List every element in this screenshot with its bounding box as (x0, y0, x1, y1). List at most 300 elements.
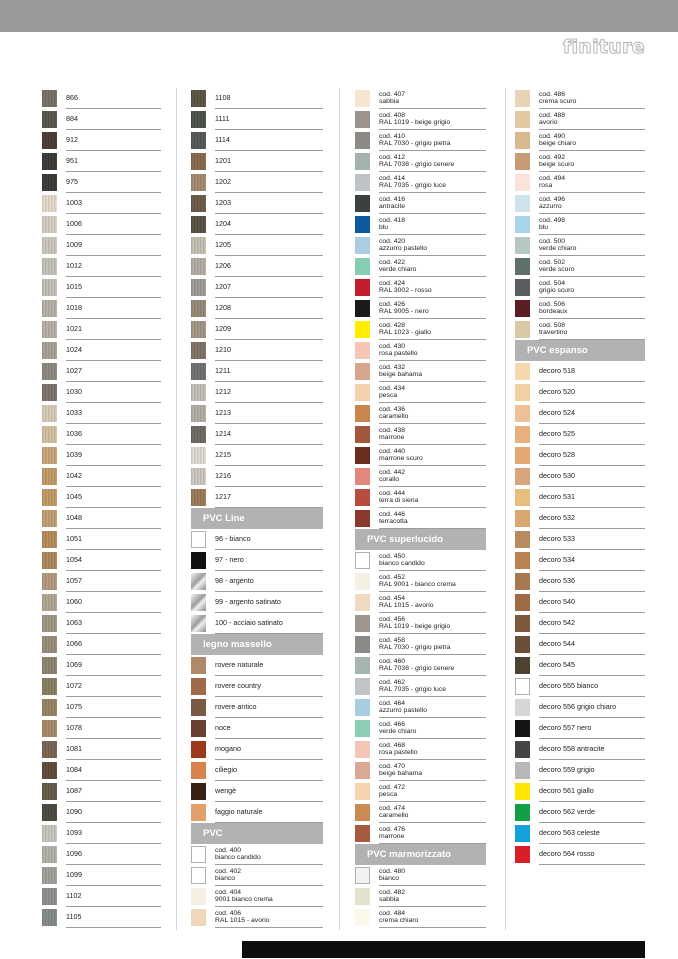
color-swatch (191, 909, 206, 926)
finish-code: decoro 532 (539, 513, 575, 523)
finish-label (66, 508, 161, 529)
color-swatch (515, 111, 530, 128)
color-swatch (515, 321, 530, 338)
finish-item (42, 781, 161, 802)
color-swatch (42, 426, 57, 443)
finish-code: cod. 406 (215, 909, 242, 917)
finish-item (355, 739, 486, 760)
finish-name: rosa (539, 182, 553, 189)
finish-name: RAL 1015 - avorio (215, 917, 270, 924)
finish-code: decoro 530 (539, 471, 575, 481)
finish-item (191, 466, 323, 487)
finish-label (539, 760, 645, 781)
color-swatch (42, 741, 57, 758)
finish-name: RAL 3002 - rosso (379, 287, 432, 294)
finish-item (355, 550, 486, 571)
finish-code: 1024 (66, 345, 82, 355)
finish-code: decoro 540 (539, 597, 575, 607)
color-swatch (355, 678, 370, 695)
color-swatch (355, 468, 370, 485)
finish-code: 1213 (215, 408, 231, 418)
color-swatch (42, 678, 57, 695)
finish-code: 975 (66, 177, 78, 187)
color-swatch (515, 468, 530, 485)
finish-name: beige bahama (379, 770, 423, 777)
finish-item (355, 760, 486, 781)
finish-code: 1027 (66, 366, 82, 376)
finish-item (355, 235, 486, 256)
finish-code: faggio naturale (215, 807, 263, 817)
color-swatch (355, 804, 370, 821)
finish-code: rovere country (215, 681, 261, 691)
finish-label (379, 172, 486, 193)
finish-code: 1206 (215, 261, 231, 271)
finish-code: 1216 (215, 471, 231, 481)
finish-label (379, 340, 486, 361)
finish-label (539, 592, 645, 613)
color-swatch (515, 573, 530, 590)
finish-code: cod. 462 (379, 678, 406, 686)
finish-name: RAL 9001 - bianco crema (379, 581, 456, 588)
finish-label (539, 655, 645, 676)
finish-item (355, 676, 486, 697)
finish-item (42, 298, 161, 319)
finish-item (515, 382, 645, 403)
color-swatch (42, 888, 57, 905)
finish-label (66, 592, 161, 613)
section-header: legno massello (191, 634, 323, 655)
color-swatch (191, 384, 206, 401)
color-swatch (515, 657, 530, 674)
color-swatch (515, 195, 530, 212)
finish-code: cod. 452 (379, 573, 406, 581)
finish-item (355, 466, 486, 487)
finish-label (215, 340, 323, 361)
section-header: PVC marmorizzato (355, 844, 486, 865)
color-swatch (191, 279, 206, 296)
finish-label (379, 466, 486, 487)
finish-item (515, 760, 645, 781)
finish-code: 1096 (66, 849, 82, 859)
color-swatch (191, 195, 206, 212)
color-swatch (355, 153, 370, 170)
finish-code: 1201 (215, 156, 231, 166)
finish-label (539, 529, 645, 550)
finish-item (515, 466, 645, 487)
finish-code: 1009 (66, 240, 82, 250)
finish-item (42, 403, 161, 424)
color-swatch (42, 342, 57, 359)
finish-item (42, 382, 161, 403)
color-swatch (191, 132, 206, 149)
color-swatch (515, 636, 530, 653)
finish-code: 1015 (66, 282, 82, 292)
finish-code: 1205 (215, 240, 231, 250)
finish-item (191, 235, 323, 256)
finish-label (379, 403, 486, 424)
finish-label (66, 382, 161, 403)
finish-label (66, 844, 161, 865)
finish-label (215, 760, 323, 781)
finish-item (191, 445, 323, 466)
finish-code: 1210 (215, 345, 231, 355)
finish-item (355, 886, 486, 907)
finish-label (66, 424, 161, 445)
finish-label (215, 403, 323, 424)
finish-item (355, 655, 486, 676)
finish-item (42, 571, 161, 592)
color-swatch (191, 678, 206, 695)
finish-code: cod. 414 (379, 174, 406, 182)
finish-name: blu (539, 224, 549, 231)
finish-code: cod. 424 (379, 279, 406, 287)
finish-label (539, 403, 645, 424)
finish-label (379, 214, 486, 235)
finish-code: cod. 407 (379, 90, 406, 98)
finish-item (191, 193, 323, 214)
finish-label (215, 655, 323, 676)
finish-label (539, 508, 645, 529)
color-swatch (515, 237, 530, 254)
finish-label (539, 235, 645, 256)
finish-code: decoro 545 (539, 660, 575, 670)
finish-code: cod. 428 (379, 321, 406, 329)
finish-item (42, 424, 161, 445)
color-swatch (515, 825, 530, 842)
finish-label (379, 88, 486, 109)
color-swatch (191, 615, 206, 632)
color-swatch (355, 720, 370, 737)
finish-code: 1051 (66, 534, 82, 544)
finish-code: 1207 (215, 282, 231, 292)
color-swatch (355, 342, 370, 359)
color-swatch (515, 90, 530, 107)
finish-item (191, 655, 323, 676)
finish-label (539, 319, 645, 340)
finish-name: bianco (379, 875, 400, 882)
finish-label (379, 109, 486, 130)
finish-code: 1075 (66, 702, 82, 712)
finish-label (539, 424, 645, 445)
finish-label (215, 235, 323, 256)
color-swatch (515, 258, 530, 275)
finish-name: RAL 1019 - beige grigio (379, 623, 451, 630)
finish-label (66, 655, 161, 676)
finish-code: decoro 531 (539, 492, 575, 502)
finish-item (191, 571, 323, 592)
finish-name: pesca (379, 392, 398, 399)
finish-item (355, 130, 486, 151)
finish-code: 1217 (215, 492, 231, 502)
finish-name: terra di siena (379, 497, 419, 504)
color-swatch (191, 720, 206, 737)
finish-item (191, 592, 323, 613)
finish-item (515, 844, 645, 865)
color-swatch (42, 867, 57, 884)
finish-label (379, 235, 486, 256)
finish-label (539, 571, 645, 592)
color-swatch (191, 783, 206, 800)
finish-item (191, 676, 323, 697)
finish-name: crema scuro (539, 98, 577, 105)
finish-code: 912 (66, 135, 78, 145)
finish-label (215, 88, 323, 109)
finish-code: mogano (215, 744, 241, 754)
finish-label (215, 487, 323, 508)
finish-label (66, 277, 161, 298)
finish-code: cod. 466 (379, 720, 406, 728)
finish-label (215, 214, 323, 235)
finish-label (539, 613, 645, 634)
finish-code: cod. 450 (379, 552, 406, 560)
color-swatch (355, 90, 370, 107)
color-swatch (355, 825, 370, 842)
finish-code: cod. 476 (379, 825, 406, 833)
color-swatch (515, 699, 530, 716)
finish-name: beige scuro (539, 161, 575, 168)
finish-name: sabbia (379, 896, 400, 903)
finish-code: decoro 562 verde (539, 807, 595, 817)
finish-label (379, 193, 486, 214)
finish-item (515, 151, 645, 172)
color-swatch (355, 636, 370, 653)
finish-code: 96 - bianco (215, 534, 251, 544)
color-swatch (515, 132, 530, 149)
finish-column-3 (355, 88, 486, 928)
finish-label (215, 907, 323, 928)
finish-item (191, 214, 323, 235)
color-swatch (42, 657, 57, 674)
finish-item (191, 781, 323, 802)
finish-item (191, 613, 323, 634)
finish-item (355, 382, 486, 403)
finish-label (66, 88, 161, 109)
finish-item (355, 781, 486, 802)
finish-item (42, 172, 161, 193)
finish-label (539, 214, 645, 235)
finish-item (355, 403, 486, 424)
finish-label (66, 550, 161, 571)
color-swatch (355, 762, 370, 779)
finish-item (191, 403, 323, 424)
finish-label (539, 109, 645, 130)
finish-item (355, 256, 486, 277)
finish-code: cod. 426 (379, 300, 406, 308)
color-swatch (355, 888, 370, 905)
finish-name: RAL 7030 - grigio pietra (379, 140, 451, 147)
finish-code: decoro 533 (539, 534, 575, 544)
color-swatch (42, 783, 57, 800)
finish-item (42, 739, 161, 760)
finish-code: cod. 506 (539, 300, 566, 308)
color-swatch (191, 468, 206, 485)
finish-item (42, 592, 161, 613)
finish-item (515, 403, 645, 424)
finish-item (191, 886, 323, 907)
finish-name: crema chiaro (379, 917, 419, 924)
color-swatch (355, 216, 370, 233)
finish-item (191, 319, 323, 340)
color-swatch (42, 468, 57, 485)
color-swatch (42, 510, 57, 527)
color-swatch (191, 426, 206, 443)
color-swatch (515, 762, 530, 779)
color-swatch (355, 300, 370, 317)
finish-item (355, 445, 486, 466)
finish-code: 1021 (66, 324, 82, 334)
color-swatch (42, 825, 57, 842)
finish-name: RAL 1023 - giallo (379, 329, 431, 336)
finish-code: 1108 (215, 93, 231, 103)
finish-code: 884 (66, 114, 78, 124)
finish-label (215, 109, 323, 130)
finish-label (215, 844, 323, 865)
finish-label (379, 571, 486, 592)
finish-label (215, 151, 323, 172)
finish-item (191, 130, 323, 151)
finish-code: 1048 (66, 513, 82, 523)
finish-code: cod. 458 (379, 636, 406, 644)
finish-label (215, 361, 323, 382)
finish-label (66, 445, 161, 466)
color-swatch (191, 699, 206, 716)
finish-code: 1042 (66, 471, 82, 481)
color-swatch (355, 363, 370, 380)
finish-item (191, 424, 323, 445)
finish-label (66, 886, 161, 907)
finish-item (515, 88, 645, 109)
finish-code: cod. 490 (539, 132, 566, 140)
finish-label (66, 739, 161, 760)
finish-item (515, 508, 645, 529)
finish-code: 1099 (66, 870, 82, 880)
column-divider (176, 88, 177, 930)
finish-item (515, 739, 645, 760)
finish-label (539, 802, 645, 823)
color-swatch (191, 321, 206, 338)
finish-code: 1078 (66, 723, 82, 733)
finish-label (379, 151, 486, 172)
color-swatch (191, 594, 206, 611)
finish-code: decoro 542 (539, 618, 575, 628)
finish-name: RAL 9005 - nero (379, 308, 429, 315)
finish-code: 1045 (66, 492, 82, 502)
finish-label (379, 592, 486, 613)
color-swatch (355, 174, 370, 191)
finish-item (355, 319, 486, 340)
color-swatch (355, 132, 370, 149)
finish-item (515, 256, 645, 277)
finish-item (515, 172, 645, 193)
finish-item (42, 319, 161, 340)
color-swatch (191, 762, 206, 779)
finish-code: 1208 (215, 303, 231, 313)
finish-label (379, 886, 486, 907)
finish-item (42, 466, 161, 487)
finish-label (379, 718, 486, 739)
color-swatch (515, 783, 530, 800)
finish-item (42, 802, 161, 823)
finish-name: marrone (379, 833, 405, 840)
finish-item (515, 697, 645, 718)
finish-code: 100 - acciaio satinato (215, 618, 283, 628)
color-swatch (355, 783, 370, 800)
color-swatch (355, 258, 370, 275)
finish-item (515, 571, 645, 592)
finish-label (66, 193, 161, 214)
color-swatch (515, 531, 530, 548)
finish-name: RAL 1015 - avorio (379, 602, 434, 609)
finish-code: 1057 (66, 576, 82, 586)
finish-code: noce (215, 723, 231, 733)
finish-item (355, 340, 486, 361)
finish-code: cod. 474 (379, 804, 406, 812)
finish-item (42, 508, 161, 529)
finish-item (42, 676, 161, 697)
finish-label (215, 550, 323, 571)
color-swatch (42, 237, 57, 254)
finish-item (191, 739, 323, 760)
finish-code: cod. 400 (215, 846, 242, 854)
top-banner (0, 0, 678, 32)
color-swatch (355, 867, 370, 884)
finish-code: 1063 (66, 618, 82, 628)
finish-label (66, 235, 161, 256)
color-swatch (355, 426, 370, 443)
finish-code: cod. 432 (379, 363, 406, 371)
color-swatch (515, 615, 530, 632)
finish-code: 1081 (66, 744, 82, 754)
finish-code: cod. 500 (539, 237, 566, 245)
finish-label (379, 634, 486, 655)
color-swatch (191, 552, 206, 569)
finish-label (539, 487, 645, 508)
finish-label (539, 172, 645, 193)
finish-item (355, 802, 486, 823)
color-swatch (355, 699, 370, 716)
color-swatch (42, 615, 57, 632)
finish-code: cod. 486 (539, 90, 566, 98)
finish-label (215, 382, 323, 403)
finish-label (379, 361, 486, 382)
finish-item (42, 277, 161, 298)
finish-name: terracotta (379, 518, 408, 525)
finish-label (379, 550, 486, 571)
finish-item (355, 277, 486, 298)
color-swatch (191, 804, 206, 821)
finish-label (379, 424, 486, 445)
finish-code: cod. 488 (539, 111, 566, 119)
finish-code: 1204 (215, 219, 231, 229)
finish-code: 1114 (215, 135, 230, 145)
finish-label (379, 655, 486, 676)
finish-code: decoro 556 grigio chiaro (539, 702, 617, 712)
finish-label (66, 781, 161, 802)
color-swatch (355, 237, 370, 254)
finish-label (379, 781, 486, 802)
color-swatch (515, 804, 530, 821)
finish-code: cod. 468 (379, 741, 406, 749)
finish-item (42, 844, 161, 865)
finish-item (191, 487, 323, 508)
finish-label (379, 760, 486, 781)
finish-label (379, 613, 486, 634)
color-swatch (42, 846, 57, 863)
finish-code: decoro 518 (539, 366, 575, 376)
finish-code: 1012 (66, 261, 82, 271)
finish-code: 1214 (215, 429, 231, 439)
finish-item (515, 592, 645, 613)
